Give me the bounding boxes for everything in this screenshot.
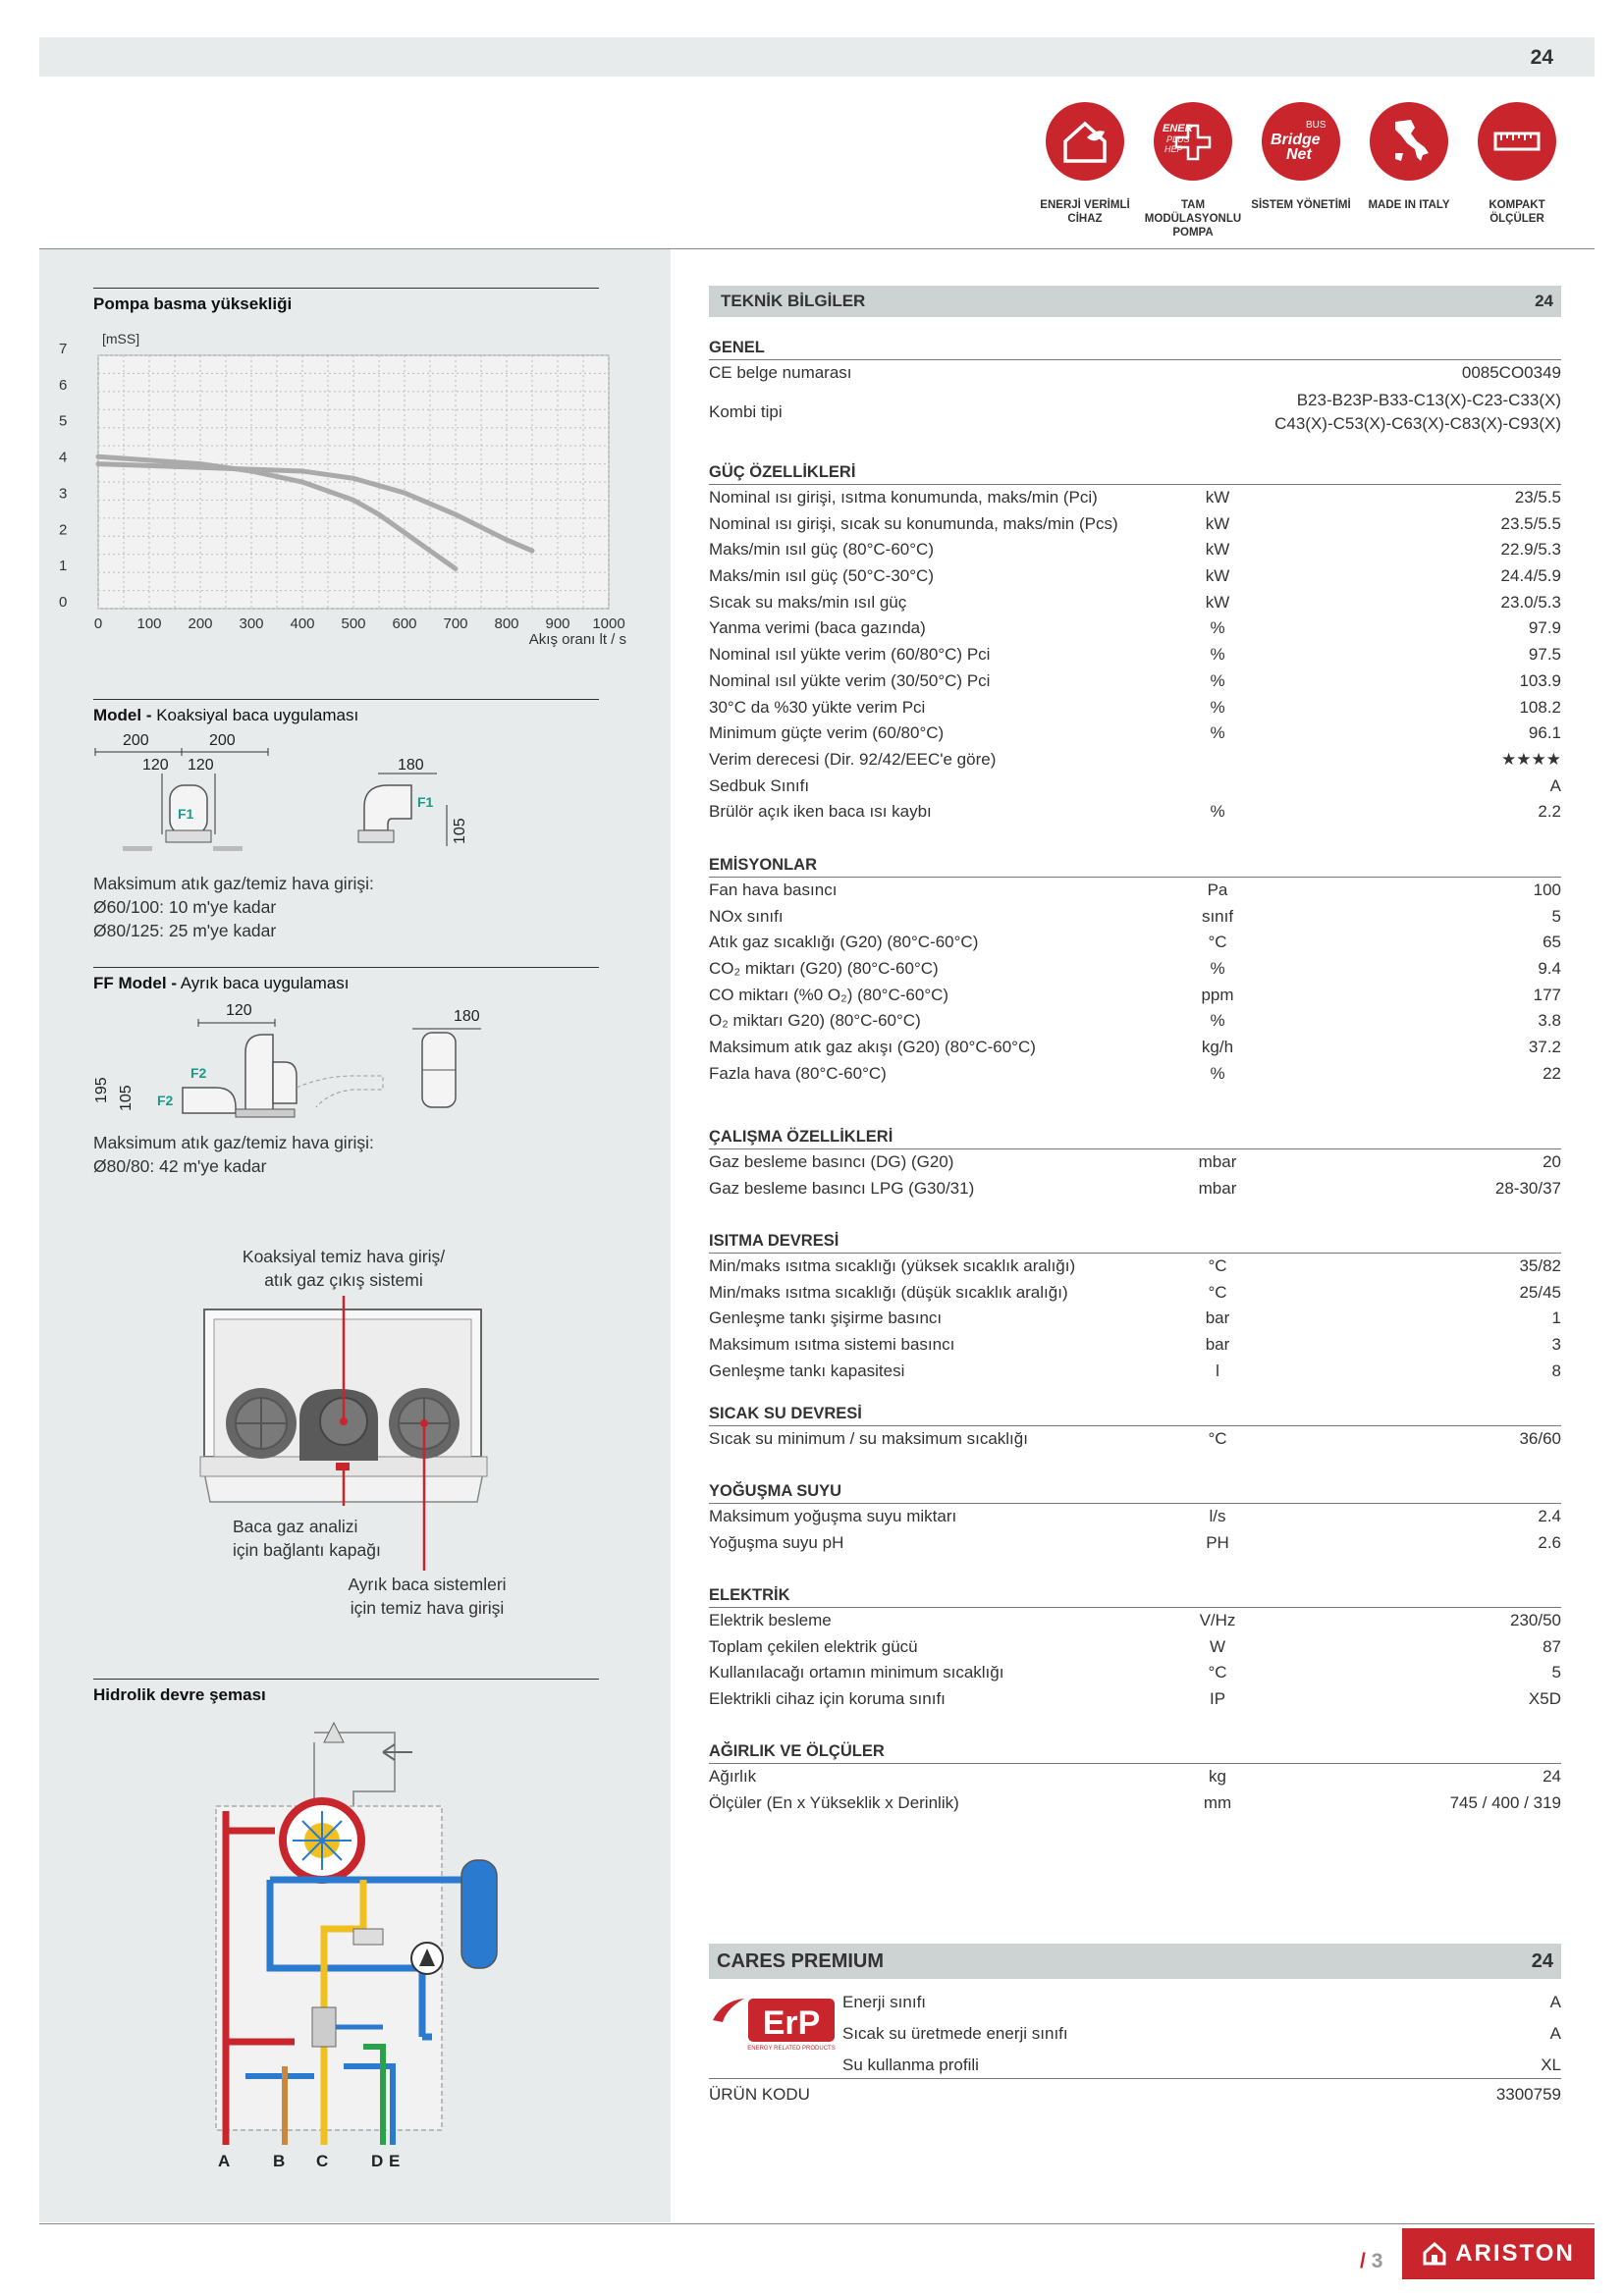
feature-label: ENERJİ VERİMLİ CİHAZ <box>1040 199 1130 225</box>
tech-row-value: 97.9 <box>1528 618 1561 638</box>
tech-row-value: X5D <box>1528 1689 1561 1709</box>
diagram-label-line: için bağlantı kapağı <box>233 1540 381 1560</box>
diagram-label-analysis <box>233 1515 381 1562</box>
tech-row <box>709 642 1561 668</box>
x-tick-label: 100 <box>136 615 162 632</box>
tech-group-title: EMİSYONLAR <box>709 854 1561 878</box>
tech-group <box>709 1584 1561 1713</box>
tech-row-unit: kW <box>1205 592 1230 612</box>
tech-row-label: Fazla hava (80°C-60°C) <box>709 1063 887 1083</box>
erp-logo <box>709 1991 837 2054</box>
tech-title: TEKNİK BİLGİLER <box>721 292 866 310</box>
tech-row-unit: V/Hz <box>1199 1611 1236 1629</box>
cares-model: 24 <box>1531 1950 1553 1972</box>
tech-row <box>709 904 1561 931</box>
tech-row-value: 25/45 <box>1519 1282 1561 1302</box>
tech-row-value-line: C43(X)-C53(X)-C63(X)-C83(X)-C93(X) <box>1274 413 1561 433</box>
tech-row-value: A <box>1549 775 1561 795</box>
tech-row-label: Atık gaz sıcaklığı (G20) (80°C-60°C) <box>709 933 979 952</box>
tech-row-label: Sıcak su maks/min ısıl güç <box>709 592 907 612</box>
tech-row-value: 108.2 <box>1519 697 1561 717</box>
footer-page: 3 <box>1371 2250 1383 2272</box>
y-tick-label: 3 <box>59 485 68 503</box>
product-code-label: ÜRÜN KODU <box>709 2085 810 2104</box>
divider <box>39 2223 1595 2224</box>
hydraulic-circuit-diagram <box>187 1713 520 2174</box>
tech-row-label: Yoğuşma suyu pH <box>709 1532 844 1552</box>
x-tick-label: 200 <box>188 615 213 632</box>
diagram-label-line: için temiz hava girişi <box>350 1598 505 1618</box>
tech-row-value-line: B23-B23P-B33-C13(X)-C23-C33(X) <box>1296 390 1561 409</box>
tech-row-value: 28-30/37 <box>1494 1178 1561 1198</box>
erp-subtext: ENERGY RELATED PRODUCTS <box>747 2046 836 2052</box>
tech-group-title: ELEKTRİK <box>709 1584 1561 1608</box>
x-tick-label: 600 <box>392 615 417 632</box>
x-tick-label: 900 <box>545 615 570 632</box>
tech-row <box>709 1504 1561 1530</box>
dim-120-right: 120 <box>188 757 214 774</box>
y-tick-label: 5 <box>59 412 68 430</box>
cares-label: Sıcak su üretmede enerji sınıfı <box>842 2024 1068 2043</box>
tech-row <box>709 590 1561 616</box>
tech-row-label: Nominal ısı girişi, sıcak su konumunda, maks/min (Pcs) <box>709 513 1118 533</box>
tech-row-label: Sıcak su minimum / su maksimum sıcaklığı <box>709 1429 1028 1448</box>
feature-label: KOMPAKT ÖLÇÜLER <box>1489 199 1545 225</box>
tech-row-value: 65 <box>1543 933 1561 952</box>
tech-row-unit: mbar <box>1198 1178 1237 1198</box>
tech-row-unit: W <box>1209 1636 1226 1656</box>
ener-logo-text: ENER <box>1163 123 1193 134</box>
tech-row <box>709 1359 1561 1385</box>
page-number: 24 <box>1530 46 1553 69</box>
tech-row <box>709 511 1561 538</box>
tech-row-value: 24.4/5.9 <box>1500 566 1561 586</box>
tech-row <box>709 695 1561 721</box>
ariston-logo <box>1402 2228 1595 2279</box>
tech-row <box>709 983 1561 1009</box>
tech-row <box>709 1306 1561 1332</box>
tech-row-value: 20 <box>1543 1152 1561 1171</box>
ff-text-line: Ø80/80: 42 m'ye kadar <box>93 1156 267 1176</box>
tech-row-label: Maks/min ısıl güç (50°C-30°C) <box>709 566 934 586</box>
tech-row <box>709 1686 1561 1713</box>
tech-row-value: 22 <box>1543 1063 1561 1083</box>
connection-label-d: D <box>371 2152 384 2170</box>
house-logo-icon <box>1422 2241 1447 2267</box>
feature-icons <box>1031 102 1561 240</box>
x-tick-label: 500 <box>341 615 366 632</box>
tech-row-value: 1 <box>1551 1308 1561 1328</box>
diagram-label-line: atık gaz çıkış sistemi <box>264 1270 423 1290</box>
x-tick-label: 800 <box>494 615 519 632</box>
tech-row-label: Toplam çekilen elektrik gücü <box>709 1636 918 1656</box>
tech-group-title: GENEL <box>709 337 1561 360</box>
tech-group-title: SICAK SU DEVRESİ <box>709 1403 1561 1426</box>
tech-row-unit: Pa <box>1207 881 1228 899</box>
tech-row-value: 97.5 <box>1528 645 1561 665</box>
cares-label: Su kullanma profili <box>842 2056 979 2074</box>
tech-row-value: 23.0/5.3 <box>1500 592 1561 612</box>
y-tick-label: 4 <box>59 449 68 466</box>
feature-energy-efficient <box>1031 102 1139 226</box>
tech-row-label: Nominal ısıl yükte verim (30/50°C) Pci <box>709 670 991 690</box>
tech-row-unit: °C <box>1208 1429 1227 1448</box>
tech-row-unit: % <box>1210 697 1225 717</box>
tech-row-unit: kg <box>1209 1767 1226 1786</box>
bus-bridgenet-icon <box>1262 102 1340 181</box>
f2-label: F2 <box>157 1093 174 1108</box>
tech-row <box>709 1332 1561 1359</box>
tech-group-title: ÇALIŞMA ÖZELLİKLERİ <box>709 1126 1561 1149</box>
tech-row-label: Maksimum ısıtma sistemi basıncı <box>709 1335 955 1355</box>
y-tick-label: 2 <box>59 521 68 539</box>
tech-row-value: 103.9 <box>1519 670 1561 690</box>
tech-row-unit: % <box>1210 1011 1225 1031</box>
plus-logo-text: PLUS <box>1166 134 1190 144</box>
connection-label-e: E <box>389 2152 401 2170</box>
pump-chart-title: Pompa basma yüksekliği <box>93 288 599 314</box>
tech-group <box>709 1403 1561 1453</box>
connection-label-a: A <box>218 2152 231 2170</box>
feature-system-management <box>1247 102 1355 212</box>
tech-row-label: Nominal ısı girişi, ısıtma konumunda, maks/min (Pci) <box>709 488 1098 507</box>
tech-row-unit: ppm <box>1201 985 1234 1004</box>
tech-row <box>709 1530 1561 1557</box>
tech-row <box>709 387 1561 438</box>
footer-page-number <box>1360 2250 1382 2273</box>
tech-row-label: O₂ miktarı G20) (80°C-60°C) <box>709 1011 921 1031</box>
tech-row <box>709 563 1561 590</box>
dim-195: 195 <box>93 1077 110 1103</box>
cares-title: CARES PREMIUM <box>717 1950 885 1972</box>
connection-label-c: C <box>316 2152 329 2170</box>
tech-row-label: Yanma verimi (baca gazında) <box>709 618 926 638</box>
tech-row-value: 37.2 <box>1528 1038 1561 1057</box>
tech-row-label: Nominal ısıl yükte verim (60/80°C) Pci <box>709 645 991 665</box>
tech-row-label: Sedbuk Sınıfı <box>709 775 810 795</box>
diagram-label-air-inlet <box>329 1573 525 1620</box>
diagram-label-line: Ayrık baca sistemleri <box>348 1575 507 1594</box>
ff-title-bold: FF Model - <box>93 974 177 992</box>
tech-row-label: CO miktarı (%0 O₂) (80°C-60°C) <box>709 985 949 1004</box>
tech-row-unit: kW <box>1205 566 1230 586</box>
y-tick-label: 0 <box>59 594 68 611</box>
tech-row-value: 100 <box>1533 881 1561 899</box>
tech-row-value: 5 <box>1551 906 1561 926</box>
tech-row-value: 36/60 <box>1519 1429 1561 1448</box>
cares-header <box>709 1944 1561 1979</box>
tech-row <box>709 537 1561 563</box>
tech-row-unit: °C <box>1208 1256 1227 1275</box>
ff-text-line: Maksimum atık gaz/temiz hava girişi: <box>93 1133 374 1152</box>
brand-name: ARISTON <box>1455 2240 1575 2267</box>
tech-row <box>709 956 1561 983</box>
tech-row-label: Ölçüler (En x Yükseklik x Derinlik) <box>709 1792 959 1812</box>
dim-120-left: 120 <box>142 757 169 774</box>
tech-group-title: YOĞUŞMA SUYU <box>709 1480 1561 1504</box>
net-logo-text: Net <box>1286 146 1312 163</box>
tech-row-unit: % <box>1210 959 1225 979</box>
coaxial-text <box>93 872 374 942</box>
separate-flue-diagram <box>88 993 501 1131</box>
dim-105: 105 <box>118 1085 135 1111</box>
cares-label: Enerji sınıfı <box>842 1993 927 2011</box>
tech-row <box>709 1008 1561 1035</box>
tech-group <box>709 1230 1561 1384</box>
tech-row-value: 2.4 <box>1538 1507 1561 1525</box>
tech-row-value: 230/50 <box>1510 1611 1561 1629</box>
tech-row-value: 3 <box>1551 1335 1561 1355</box>
tech-row-label: Kombi tipi <box>709 401 783 421</box>
y-axis-label: [mSS] <box>102 331 140 347</box>
tech-row-label: Minimum güçte verim (60/80°C) <box>709 723 945 743</box>
tech-row-label: Elektrik besleme <box>709 1611 832 1629</box>
tech-row-value: 3.8 <box>1538 1011 1561 1031</box>
connection-label-b: B <box>273 2152 286 2170</box>
tech-group-title: GÜÇ ÖZELLİKLERİ <box>709 461 1561 485</box>
tech-row-label: Min/maks ısıtma sıcaklığı (yüksek sıcaklık aralığı) <box>709 1256 1076 1275</box>
tech-row-unit: % <box>1210 1063 1225 1083</box>
tech-row-value: 23/5.5 <box>1514 488 1561 507</box>
tech-row-unit: sınıf <box>1201 906 1234 926</box>
tech-row-value: 24 <box>1543 1767 1561 1786</box>
tech-header <box>709 286 1561 317</box>
tech-row <box>709 485 1561 511</box>
tech-row-label: Ağırlık <box>709 1767 757 1786</box>
tech-row-unit: kW <box>1205 540 1230 560</box>
tech-row <box>709 1061 1561 1088</box>
cares-row <box>842 2024 1561 2052</box>
ruler-icon <box>1478 102 1556 181</box>
diagram-label-line: Baca gaz analizi <box>233 1517 358 1536</box>
tech-row-label: Maksimum yoğuşma suyu miktarı <box>709 1507 957 1525</box>
tech-row <box>709 360 1561 387</box>
tech-row <box>709 1176 1561 1202</box>
tech-row <box>709 668 1561 695</box>
feature-label: SİSTEM YÖNETİMİ <box>1251 199 1351 211</box>
tech-group-title: ISITMA DEVRESİ <box>709 1230 1561 1254</box>
tech-row-unit: % <box>1210 645 1225 665</box>
cares-row <box>842 1993 1561 2020</box>
tech-row-label: Brülör açık iken baca ısı kaybı <box>709 802 932 822</box>
tech-row-label: Maks/min ısıl güç (80°C-60°C) <box>709 540 934 560</box>
tech-row <box>709 1426 1561 1453</box>
tech-row-label: Elektrikli cihaz için koruma sınıfı <box>709 1689 946 1709</box>
tech-group-title: AĞIRLIK VE ÖLÇÜLER <box>709 1740 1561 1764</box>
bridge-logo-text: Bridge <box>1271 132 1321 148</box>
tech-row-unit: l/s <box>1209 1507 1226 1525</box>
pump-chart <box>59 324 638 653</box>
erp-text: ErP <box>762 2004 821 2042</box>
diagram-label-line: Koaksiyal temiz hava giriş/ <box>242 1247 446 1266</box>
footer-slash: / <box>1360 2250 1366 2272</box>
bus-logo-text: BUS <box>1306 120 1326 131</box>
ff-text <box>93 1131 374 1178</box>
tech-row-unit: PH <box>1206 1532 1229 1552</box>
coaxial-title-bold: Model - <box>93 706 152 724</box>
coaxial-title-rest: Koaksiyal baca uygulaması <box>151 706 359 724</box>
f1-label-2: F1 <box>417 794 434 810</box>
tech-row-value: 23.5/5.5 <box>1500 513 1561 533</box>
tech-row-value: 96.1 <box>1528 723 1561 743</box>
tech-row <box>709 930 1561 956</box>
x-tick-label: 1000 <box>592 615 625 632</box>
tech-row-unit: °C <box>1208 933 1227 952</box>
feature-compact <box>1463 102 1571 226</box>
tech-row-label: Genleşme tankı şişirme basıncı <box>709 1308 943 1328</box>
x-tick-label: 300 <box>239 615 264 632</box>
tech-row <box>709 1764 1561 1790</box>
dim-180: 180 <box>398 757 424 774</box>
tech-row-label: Fan hava basıncı <box>709 881 838 899</box>
f1-label: F1 <box>178 806 194 822</box>
tech-row <box>709 615 1561 642</box>
boiler-top-view-diagram <box>196 1296 491 1620</box>
feature-modulating-pump <box>1139 102 1247 240</box>
tech-row-label: Min/maks ısıtma sıcaklığı (düşük sıcaklık aralığı) <box>709 1282 1068 1302</box>
tech-row <box>709 878 1561 904</box>
tech-row-label: Maksimum atık gaz akışı (G20) (80°C-60°C) <box>709 1038 1036 1057</box>
tech-group <box>709 337 1561 438</box>
tech-row-value: 0085CO0349 <box>1461 363 1561 382</box>
dim-200-left: 200 <box>123 732 149 749</box>
italy-map-icon <box>1370 102 1448 181</box>
tech-row-value: ★★★★ <box>1501 749 1561 769</box>
y-tick-label: 6 <box>59 376 68 394</box>
tech-group <box>709 1740 1561 1816</box>
ff-title <box>93 967 599 993</box>
tech-row <box>709 799 1561 826</box>
tech-row-unit: l <box>1216 1361 1219 1380</box>
tech-row <box>709 774 1561 800</box>
tech-row-value: 2.6 <box>1538 1532 1561 1552</box>
tech-row-unit: % <box>1210 670 1225 690</box>
tech-row <box>709 1660 1561 1686</box>
tech-row-value: 8 <box>1551 1361 1561 1380</box>
tech-row-unit: % <box>1210 618 1225 638</box>
tech-row-label: NOx sınıfı <box>709 906 784 926</box>
x-tick-label: 400 <box>290 615 315 632</box>
tech-row-label: 30°C da %30 yükte verim Pci <box>709 697 926 717</box>
tech-row-value: 87 <box>1543 1636 1561 1656</box>
cares-value: A <box>1549 1993 1561 2011</box>
x-tick-label: 0 <box>93 615 103 632</box>
tech-row <box>709 1790 1561 1817</box>
tech-group <box>709 1480 1561 1556</box>
tech-group <box>709 461 1561 826</box>
dim-120: 120 <box>226 1002 252 1019</box>
tech-row <box>709 1149 1561 1176</box>
tech-row-unit: bar <box>1205 1308 1230 1328</box>
dim-105: 105 <box>452 818 468 844</box>
cares-value: XL <box>1541 2056 1561 2074</box>
diagram-label-coaxial <box>196 1245 491 1292</box>
tech-row-unit: bar <box>1205 1335 1230 1355</box>
tech-row-label: Kullanılacağı ortamın minimum sıcaklığı <box>709 1663 1004 1682</box>
tech-row-unit: % <box>1210 802 1225 822</box>
hydraulic-title: Hidrolik devre şeması <box>93 1679 599 1705</box>
tech-row <box>709 1254 1561 1280</box>
feature-made-in-italy <box>1355 102 1463 212</box>
tech-row-value: 22.9/5.3 <box>1500 540 1561 560</box>
x-axis-label: Akış oranı lt / s <box>528 631 626 648</box>
tech-row-unit: kW <box>1205 488 1230 507</box>
coaxial-text-line: Ø80/125: 25 m'ye kadar <box>93 921 277 940</box>
tech-row <box>709 1035 1561 1061</box>
hep-logo-text: HEP <box>1164 144 1183 154</box>
tech-row-value: 2.2 <box>1538 802 1561 822</box>
tech-row-value: 177 <box>1533 985 1561 1004</box>
tech-row-unit: °C <box>1208 1663 1227 1682</box>
tech-row <box>709 1634 1561 1661</box>
tech-row-unit: °C <box>1208 1282 1227 1302</box>
product-code-row <box>709 2078 1561 2105</box>
tech-row <box>709 747 1561 774</box>
top-bar <box>39 37 1595 77</box>
f2-label: F2 <box>190 1065 207 1081</box>
y-tick-label: 7 <box>59 341 68 357</box>
dim-200-right: 200 <box>209 732 236 749</box>
tech-row-label: Verim derecesi (Dir. 92/42/EEC'e göre) <box>709 749 997 769</box>
product-code-value: 3300759 <box>1495 2085 1561 2104</box>
tech-row-label: Gaz besleme basıncı (DG) (G20) <box>709 1152 954 1171</box>
tech-model: 24 <box>1535 292 1553 310</box>
tech-row-value <box>1274 389 1561 436</box>
house-leaf-icon <box>1046 102 1124 181</box>
tech-row-value: 35/82 <box>1519 1256 1561 1275</box>
tech-row-unit: mm <box>1203 1792 1232 1812</box>
coaxial-text-line: Maksimum atık gaz/temiz hava girişi: <box>93 874 374 893</box>
tech-row-value: 745 / 400 / 319 <box>1449 1792 1561 1812</box>
ener-plus-hep-icon <box>1154 102 1232 181</box>
tech-group <box>709 1126 1561 1201</box>
tech-row <box>709 1280 1561 1307</box>
tech-row <box>709 1608 1561 1634</box>
tech-row-unit: % <box>1210 723 1225 743</box>
chart-grid <box>98 355 609 609</box>
tech-row-unit: IP <box>1209 1689 1226 1709</box>
tech-row <box>709 721 1561 747</box>
cares-value: A <box>1549 2024 1561 2043</box>
coaxial-flue-diagram <box>93 728 486 861</box>
y-tick-label: 1 <box>59 558 68 575</box>
x-tick-label: 700 <box>443 615 468 632</box>
tech-row-value: 9.4 <box>1538 959 1561 979</box>
feature-label: MADE IN ITALY <box>1368 199 1450 211</box>
coaxial-title <box>93 699 599 725</box>
dim-180: 180 <box>454 1008 480 1025</box>
tech-row-unit: kW <box>1205 513 1230 533</box>
tech-row-value: 5 <box>1551 1663 1561 1682</box>
tech-row-label: Gaz besleme basıncı LPG (G30/31) <box>709 1178 975 1198</box>
tech-row-label: Genleşme tankı kapasitesi <box>709 1361 905 1380</box>
coaxial-text-line: Ø60/100: 10 m'ye kadar <box>93 897 277 917</box>
tech-row-label: CE belge numarası <box>709 363 852 382</box>
tech-row-label: CO₂ miktarı (G20) (80°C-60°C) <box>709 959 939 979</box>
tech-row-unit: kg/h <box>1201 1038 1234 1057</box>
ff-title-rest: Ayrık baca uygulaması <box>176 974 350 992</box>
feature-label: TAM MODÜLASYONLU POMPA <box>1144 199 1242 239</box>
tech-row-unit: mbar <box>1198 1152 1237 1171</box>
tech-group <box>709 854 1561 1088</box>
